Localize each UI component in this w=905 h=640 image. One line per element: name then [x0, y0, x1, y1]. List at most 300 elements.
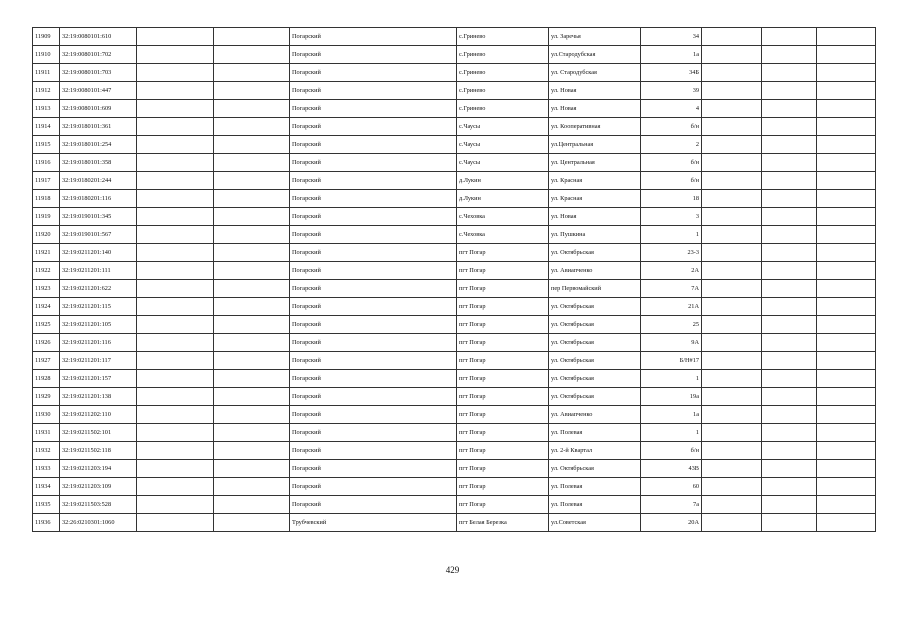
empty-cell: [137, 262, 214, 280]
empty-cell: [137, 406, 214, 424]
table-row: [33, 442, 876, 460]
district-cell: Погарский: [290, 82, 457, 100]
district-cell: Погарский: [290, 334, 457, 352]
empty-cell: [137, 82, 214, 100]
empty-cell: [762, 244, 817, 262]
district-cell: Погарский: [290, 460, 457, 478]
cadastral-number-cell: 32:19:0180101:358: [60, 154, 137, 172]
empty-cell: [702, 424, 762, 442]
district-cell: Погарский: [290, 64, 457, 82]
empty-cell: [137, 28, 214, 46]
empty-cell: [214, 280, 290, 298]
house-number-cell: 23-3: [641, 244, 702, 262]
empty-cell: [817, 352, 876, 370]
street-cell: ул. Октябрьская: [549, 370, 641, 388]
locality-cell: д.Лукин: [457, 190, 549, 208]
cadastral-number-cell: 32:19:0211201:622: [60, 280, 137, 298]
row-id-cell: 11923: [33, 280, 60, 298]
empty-cell: [702, 370, 762, 388]
empty-cell: [702, 136, 762, 154]
street-cell: пер Первомайский: [549, 280, 641, 298]
cadastral-number-cell: 32:19:0211202:110: [60, 406, 137, 424]
empty-cell: [762, 352, 817, 370]
street-cell: ул. Октябрьская: [549, 334, 641, 352]
empty-cell: [762, 100, 817, 118]
house-number-cell: 34: [641, 28, 702, 46]
locality-cell: с.Гринево: [457, 46, 549, 64]
empty-cell: [214, 226, 290, 244]
empty-cell: [762, 262, 817, 280]
table-row: [33, 100, 876, 118]
empty-cell: [762, 388, 817, 406]
table-row: [33, 334, 876, 352]
empty-cell: [214, 64, 290, 82]
cadastral-number-cell: 32:19:0180201:244: [60, 172, 137, 190]
row-id-cell: 11921: [33, 244, 60, 262]
street-cell: ул. Октябрьская: [549, 352, 641, 370]
district-cell: Погарский: [290, 478, 457, 496]
locality-cell: с.Гринево: [457, 82, 549, 100]
empty-cell: [702, 118, 762, 136]
street-cell: ул.Центральная: [549, 136, 641, 154]
district-cell: Погарский: [290, 118, 457, 136]
row-id-cell: 11918: [33, 190, 60, 208]
empty-cell: [702, 46, 762, 64]
house-number-cell: 21А: [641, 298, 702, 316]
empty-cell: [214, 442, 290, 460]
house-number-cell: 20А: [641, 514, 702, 532]
cadastral-number-cell: 32:19:0080101:610: [60, 28, 137, 46]
empty-cell: [817, 208, 876, 226]
empty-cell: [214, 244, 290, 262]
cadastral-number-cell: 32:19:0211201:111: [60, 262, 137, 280]
house-number-cell: 43В: [641, 460, 702, 478]
locality-cell: пгт Погар: [457, 460, 549, 478]
locality-cell: пгт Погар: [457, 496, 549, 514]
row-id-cell: 11927: [33, 352, 60, 370]
empty-cell: [137, 424, 214, 442]
house-number-cell: 18: [641, 190, 702, 208]
empty-cell: [214, 388, 290, 406]
cadastral-number-cell: 32:19:0190101:345: [60, 208, 137, 226]
row-id-cell: 11926: [33, 334, 60, 352]
empty-cell: [702, 190, 762, 208]
house-number-cell: 34Б: [641, 64, 702, 82]
table-row: [33, 136, 876, 154]
empty-cell: [214, 514, 290, 532]
district-cell: Погарский: [290, 154, 457, 172]
cadastral-number-cell: 32:19:0180101:361: [60, 118, 137, 136]
empty-cell: [762, 316, 817, 334]
empty-cell: [702, 352, 762, 370]
empty-cell: [702, 334, 762, 352]
locality-cell: с.Чеховка: [457, 208, 549, 226]
empty-cell: [817, 370, 876, 388]
cadastral-number-cell: 32:19:0211201:140: [60, 244, 137, 262]
table-row: [33, 118, 876, 136]
table-row: [33, 280, 876, 298]
empty-cell: [762, 280, 817, 298]
cadastral-number-cell: 32:19:0211502:101: [60, 424, 137, 442]
empty-cell: [762, 442, 817, 460]
row-id-cell: 11922: [33, 262, 60, 280]
district-cell: Погарский: [290, 316, 457, 334]
district-cell: Погарский: [290, 136, 457, 154]
row-id-cell: 11917: [33, 172, 60, 190]
empty-cell: [817, 460, 876, 478]
empty-cell: [702, 388, 762, 406]
district-cell: Погарский: [290, 46, 457, 64]
street-cell: ул. Новая: [549, 82, 641, 100]
row-id-cell: 11931: [33, 424, 60, 442]
empty-cell: [137, 64, 214, 82]
empty-cell: [137, 208, 214, 226]
house-number-cell: 2: [641, 136, 702, 154]
empty-cell: [817, 406, 876, 424]
empty-cell: [702, 244, 762, 262]
empty-cell: [702, 100, 762, 118]
empty-cell: [214, 352, 290, 370]
locality-cell: пгт Погар: [457, 334, 549, 352]
empty-cell: [137, 388, 214, 406]
street-cell: ул. Полевая: [549, 496, 641, 514]
row-id-cell: 11925: [33, 316, 60, 334]
empty-cell: [214, 334, 290, 352]
locality-cell: с.Чеховка: [457, 226, 549, 244]
registry-table: [32, 27, 876, 532]
empty-cell: [214, 478, 290, 496]
empty-cell: [762, 136, 817, 154]
empty-cell: [137, 46, 214, 64]
locality-cell: пгт Погар: [457, 370, 549, 388]
empty-cell: [214, 424, 290, 442]
empty-cell: [817, 190, 876, 208]
empty-cell: [137, 316, 214, 334]
empty-cell: [817, 118, 876, 136]
locality-cell: пгт Погар: [457, 406, 549, 424]
empty-cell: [137, 118, 214, 136]
cadastral-number-cell: 32:19:0211201:138: [60, 388, 137, 406]
empty-cell: [214, 370, 290, 388]
empty-cell: [817, 280, 876, 298]
row-id-cell: 11924: [33, 298, 60, 316]
empty-cell: [137, 280, 214, 298]
empty-cell: [137, 136, 214, 154]
empty-cell: [702, 496, 762, 514]
empty-cell: [702, 262, 762, 280]
table-row: [33, 460, 876, 478]
empty-cell: [817, 442, 876, 460]
empty-cell: [762, 424, 817, 442]
locality-cell: пгт Погар: [457, 316, 549, 334]
house-number-cell: 7а: [641, 496, 702, 514]
empty-cell: [137, 172, 214, 190]
empty-cell: [702, 154, 762, 172]
district-cell: Погарский: [290, 370, 457, 388]
empty-cell: [817, 46, 876, 64]
row-id-cell: 11930: [33, 406, 60, 424]
cadastral-number-cell: 32:19:0180101:254: [60, 136, 137, 154]
empty-cell: [702, 28, 762, 46]
house-number-cell: б/н: [641, 118, 702, 136]
empty-cell: [702, 226, 762, 244]
house-number-cell: 1: [641, 370, 702, 388]
table-row: [33, 316, 876, 334]
house-number-cell: 1а: [641, 46, 702, 64]
cadastral-number-cell: 32:19:0211201:116: [60, 334, 137, 352]
table-row: [33, 154, 876, 172]
empty-cell: [762, 370, 817, 388]
locality-cell: пгт Погар: [457, 262, 549, 280]
house-number-cell: 39: [641, 82, 702, 100]
cadastral-number-cell: 32:19:0211201:105: [60, 316, 137, 334]
empty-cell: [137, 442, 214, 460]
empty-cell: [762, 28, 817, 46]
empty-cell: [137, 514, 214, 532]
empty-cell: [702, 172, 762, 190]
table-row: [33, 298, 876, 316]
house-number-cell: 25: [641, 316, 702, 334]
cadastral-number-cell: 32:19:0211503:528: [60, 496, 137, 514]
empty-cell: [817, 244, 876, 262]
empty-cell: [762, 154, 817, 172]
cadastral-number-cell: 32:19:0080101:609: [60, 100, 137, 118]
row-id-cell: 11913: [33, 100, 60, 118]
street-cell: ул. Авиапченко: [549, 406, 641, 424]
district-cell: Погарский: [290, 244, 457, 262]
empty-cell: [137, 370, 214, 388]
empty-cell: [214, 316, 290, 334]
row-id-cell: 11928: [33, 370, 60, 388]
empty-cell: [702, 514, 762, 532]
empty-cell: [702, 64, 762, 82]
empty-cell: [137, 352, 214, 370]
district-cell: Погарский: [290, 208, 457, 226]
street-cell: ул. Октябрьская: [549, 316, 641, 334]
table-row: [33, 190, 876, 208]
row-id-cell: 11915: [33, 136, 60, 154]
empty-cell: [817, 64, 876, 82]
empty-cell: [817, 82, 876, 100]
empty-cell: [762, 334, 817, 352]
house-number-cell: 60: [641, 478, 702, 496]
table-row: [33, 514, 876, 532]
table-row: [33, 226, 876, 244]
table-row: [33, 28, 876, 46]
empty-cell: [702, 298, 762, 316]
street-cell: ул.Советская: [549, 514, 641, 532]
empty-cell: [762, 190, 817, 208]
locality-cell: с.Гринево: [457, 28, 549, 46]
locality-cell: пгт Погар: [457, 388, 549, 406]
empty-cell: [137, 298, 214, 316]
table-row: [33, 64, 876, 82]
row-id-cell: 11914: [33, 118, 60, 136]
district-cell: Погарский: [290, 262, 457, 280]
empty-cell: [137, 226, 214, 244]
empty-cell: [214, 100, 290, 118]
row-id-cell: 11934: [33, 478, 60, 496]
district-cell: Погарский: [290, 352, 457, 370]
table-row: [33, 172, 876, 190]
district-cell: Погарский: [290, 280, 457, 298]
district-cell: Погарский: [290, 172, 457, 190]
street-cell: ул. Красная: [549, 190, 641, 208]
table-row: [33, 406, 876, 424]
empty-cell: [817, 298, 876, 316]
empty-cell: [702, 406, 762, 424]
empty-cell: [702, 316, 762, 334]
empty-cell: [762, 460, 817, 478]
empty-cell: [214, 118, 290, 136]
empty-cell: [762, 226, 817, 244]
empty-cell: [214, 406, 290, 424]
empty-cell: [817, 514, 876, 532]
locality-cell: с.Чаусы: [457, 154, 549, 172]
empty-cell: [137, 244, 214, 262]
row-id-cell: 11935: [33, 496, 60, 514]
row-id-cell: 11919: [33, 208, 60, 226]
empty-cell: [762, 406, 817, 424]
empty-cell: [214, 208, 290, 226]
street-cell: ул. Полевая: [549, 424, 641, 442]
street-cell: ул. 2-й Квартал: [549, 442, 641, 460]
empty-cell: [702, 82, 762, 100]
street-cell: ул. Октябрьская: [549, 460, 641, 478]
house-number-cell: 4: [641, 100, 702, 118]
empty-cell: [214, 172, 290, 190]
district-cell: Погарский: [290, 226, 457, 244]
row-id-cell: 11929: [33, 388, 60, 406]
empty-cell: [762, 298, 817, 316]
row-id-cell: 11936: [33, 514, 60, 532]
cadastral-number-cell: 32:26:0210301:1060: [60, 514, 137, 532]
street-cell: ул. Стародубская: [549, 64, 641, 82]
page-number: 429: [445, 565, 460, 575]
cadastral-number-cell: 32:19:0180201:116: [60, 190, 137, 208]
empty-cell: [762, 64, 817, 82]
district-cell: Трубчевский: [290, 514, 457, 532]
cadastral-number-cell: 32:19:0080101:447: [60, 82, 137, 100]
street-cell: ул. Октябрьская: [549, 244, 641, 262]
house-number-cell: 1: [641, 424, 702, 442]
locality-cell: пгт Погар: [457, 442, 549, 460]
street-cell: ул. Кооперативная: [549, 118, 641, 136]
house-number-cell: 1: [641, 226, 702, 244]
locality-cell: пгт Погар: [457, 478, 549, 496]
empty-cell: [137, 100, 214, 118]
district-cell: Погарский: [290, 442, 457, 460]
house-number-cell: 7А: [641, 280, 702, 298]
empty-cell: [817, 334, 876, 352]
empty-cell: [214, 298, 290, 316]
cadastral-number-cell: 32:19:0211203:109: [60, 478, 137, 496]
district-cell: Погарский: [290, 28, 457, 46]
empty-cell: [817, 100, 876, 118]
house-number-cell: 19а: [641, 388, 702, 406]
district-cell: Погарский: [290, 388, 457, 406]
house-number-cell: 9А: [641, 334, 702, 352]
table-row: [33, 388, 876, 406]
empty-cell: [817, 226, 876, 244]
table-row: [33, 496, 876, 514]
district-cell: Погарский: [290, 100, 457, 118]
locality-cell: пгт Погар: [457, 244, 549, 262]
empty-cell: [702, 280, 762, 298]
table-row: [33, 424, 876, 442]
cadastral-number-cell: 32:19:0190101:567: [60, 226, 137, 244]
street-cell: ул. Красная: [549, 172, 641, 190]
house-number-cell: б/н: [641, 154, 702, 172]
house-number-cell: 2А: [641, 262, 702, 280]
locality-cell: пгт Погар: [457, 352, 549, 370]
empty-cell: [817, 262, 876, 280]
empty-cell: [214, 82, 290, 100]
empty-cell: [817, 28, 876, 46]
house-number-cell: б/н: [641, 442, 702, 460]
table-row: [33, 352, 876, 370]
street-cell: ул. Октябрьская: [549, 388, 641, 406]
locality-cell: с.Гринево: [457, 64, 549, 82]
empty-cell: [817, 496, 876, 514]
house-number-cell: 1а: [641, 406, 702, 424]
table-row: [33, 208, 876, 226]
street-cell: ул. Октябрьская: [549, 298, 641, 316]
locality-cell: д.Лукин: [457, 172, 549, 190]
street-cell: ул. Новая: [549, 100, 641, 118]
table-row: [33, 46, 876, 64]
row-id-cell: 11911: [33, 64, 60, 82]
table-row: [33, 82, 876, 100]
empty-cell: [214, 28, 290, 46]
district-cell: Погарский: [290, 424, 457, 442]
empty-cell: [817, 136, 876, 154]
empty-cell: [817, 388, 876, 406]
street-cell: ул. Полевая: [549, 478, 641, 496]
empty-cell: [762, 208, 817, 226]
empty-cell: [702, 442, 762, 460]
empty-cell: [817, 316, 876, 334]
street-cell: ул. Авиапченко: [549, 262, 641, 280]
house-number-cell: Б/Н#17: [641, 352, 702, 370]
empty-cell: [702, 208, 762, 226]
empty-cell: [702, 460, 762, 478]
cadastral-number-cell: 32:19:0211203:194: [60, 460, 137, 478]
empty-cell: [214, 190, 290, 208]
row-id-cell: 11920: [33, 226, 60, 244]
registry-table-body: [33, 28, 876, 532]
empty-cell: [762, 172, 817, 190]
empty-cell: [762, 46, 817, 64]
district-cell: Погарский: [290, 298, 457, 316]
street-cell: ул. Новая: [549, 208, 641, 226]
empty-cell: [762, 478, 817, 496]
empty-cell: [137, 478, 214, 496]
row-id-cell: 11910: [33, 46, 60, 64]
cadastral-number-cell: 32:19:0080101:702: [60, 46, 137, 64]
street-cell: ул.Стародубская: [549, 46, 641, 64]
district-cell: Погарский: [290, 406, 457, 424]
locality-cell: с.Чаусы: [457, 118, 549, 136]
empty-cell: [137, 460, 214, 478]
empty-cell: [137, 496, 214, 514]
cadastral-number-cell: 32:19:0211201:115: [60, 298, 137, 316]
table-row: [33, 244, 876, 262]
empty-cell: [817, 424, 876, 442]
empty-cell: [702, 478, 762, 496]
locality-cell: пгт Погар: [457, 280, 549, 298]
locality-cell: пгт Погар: [457, 424, 549, 442]
